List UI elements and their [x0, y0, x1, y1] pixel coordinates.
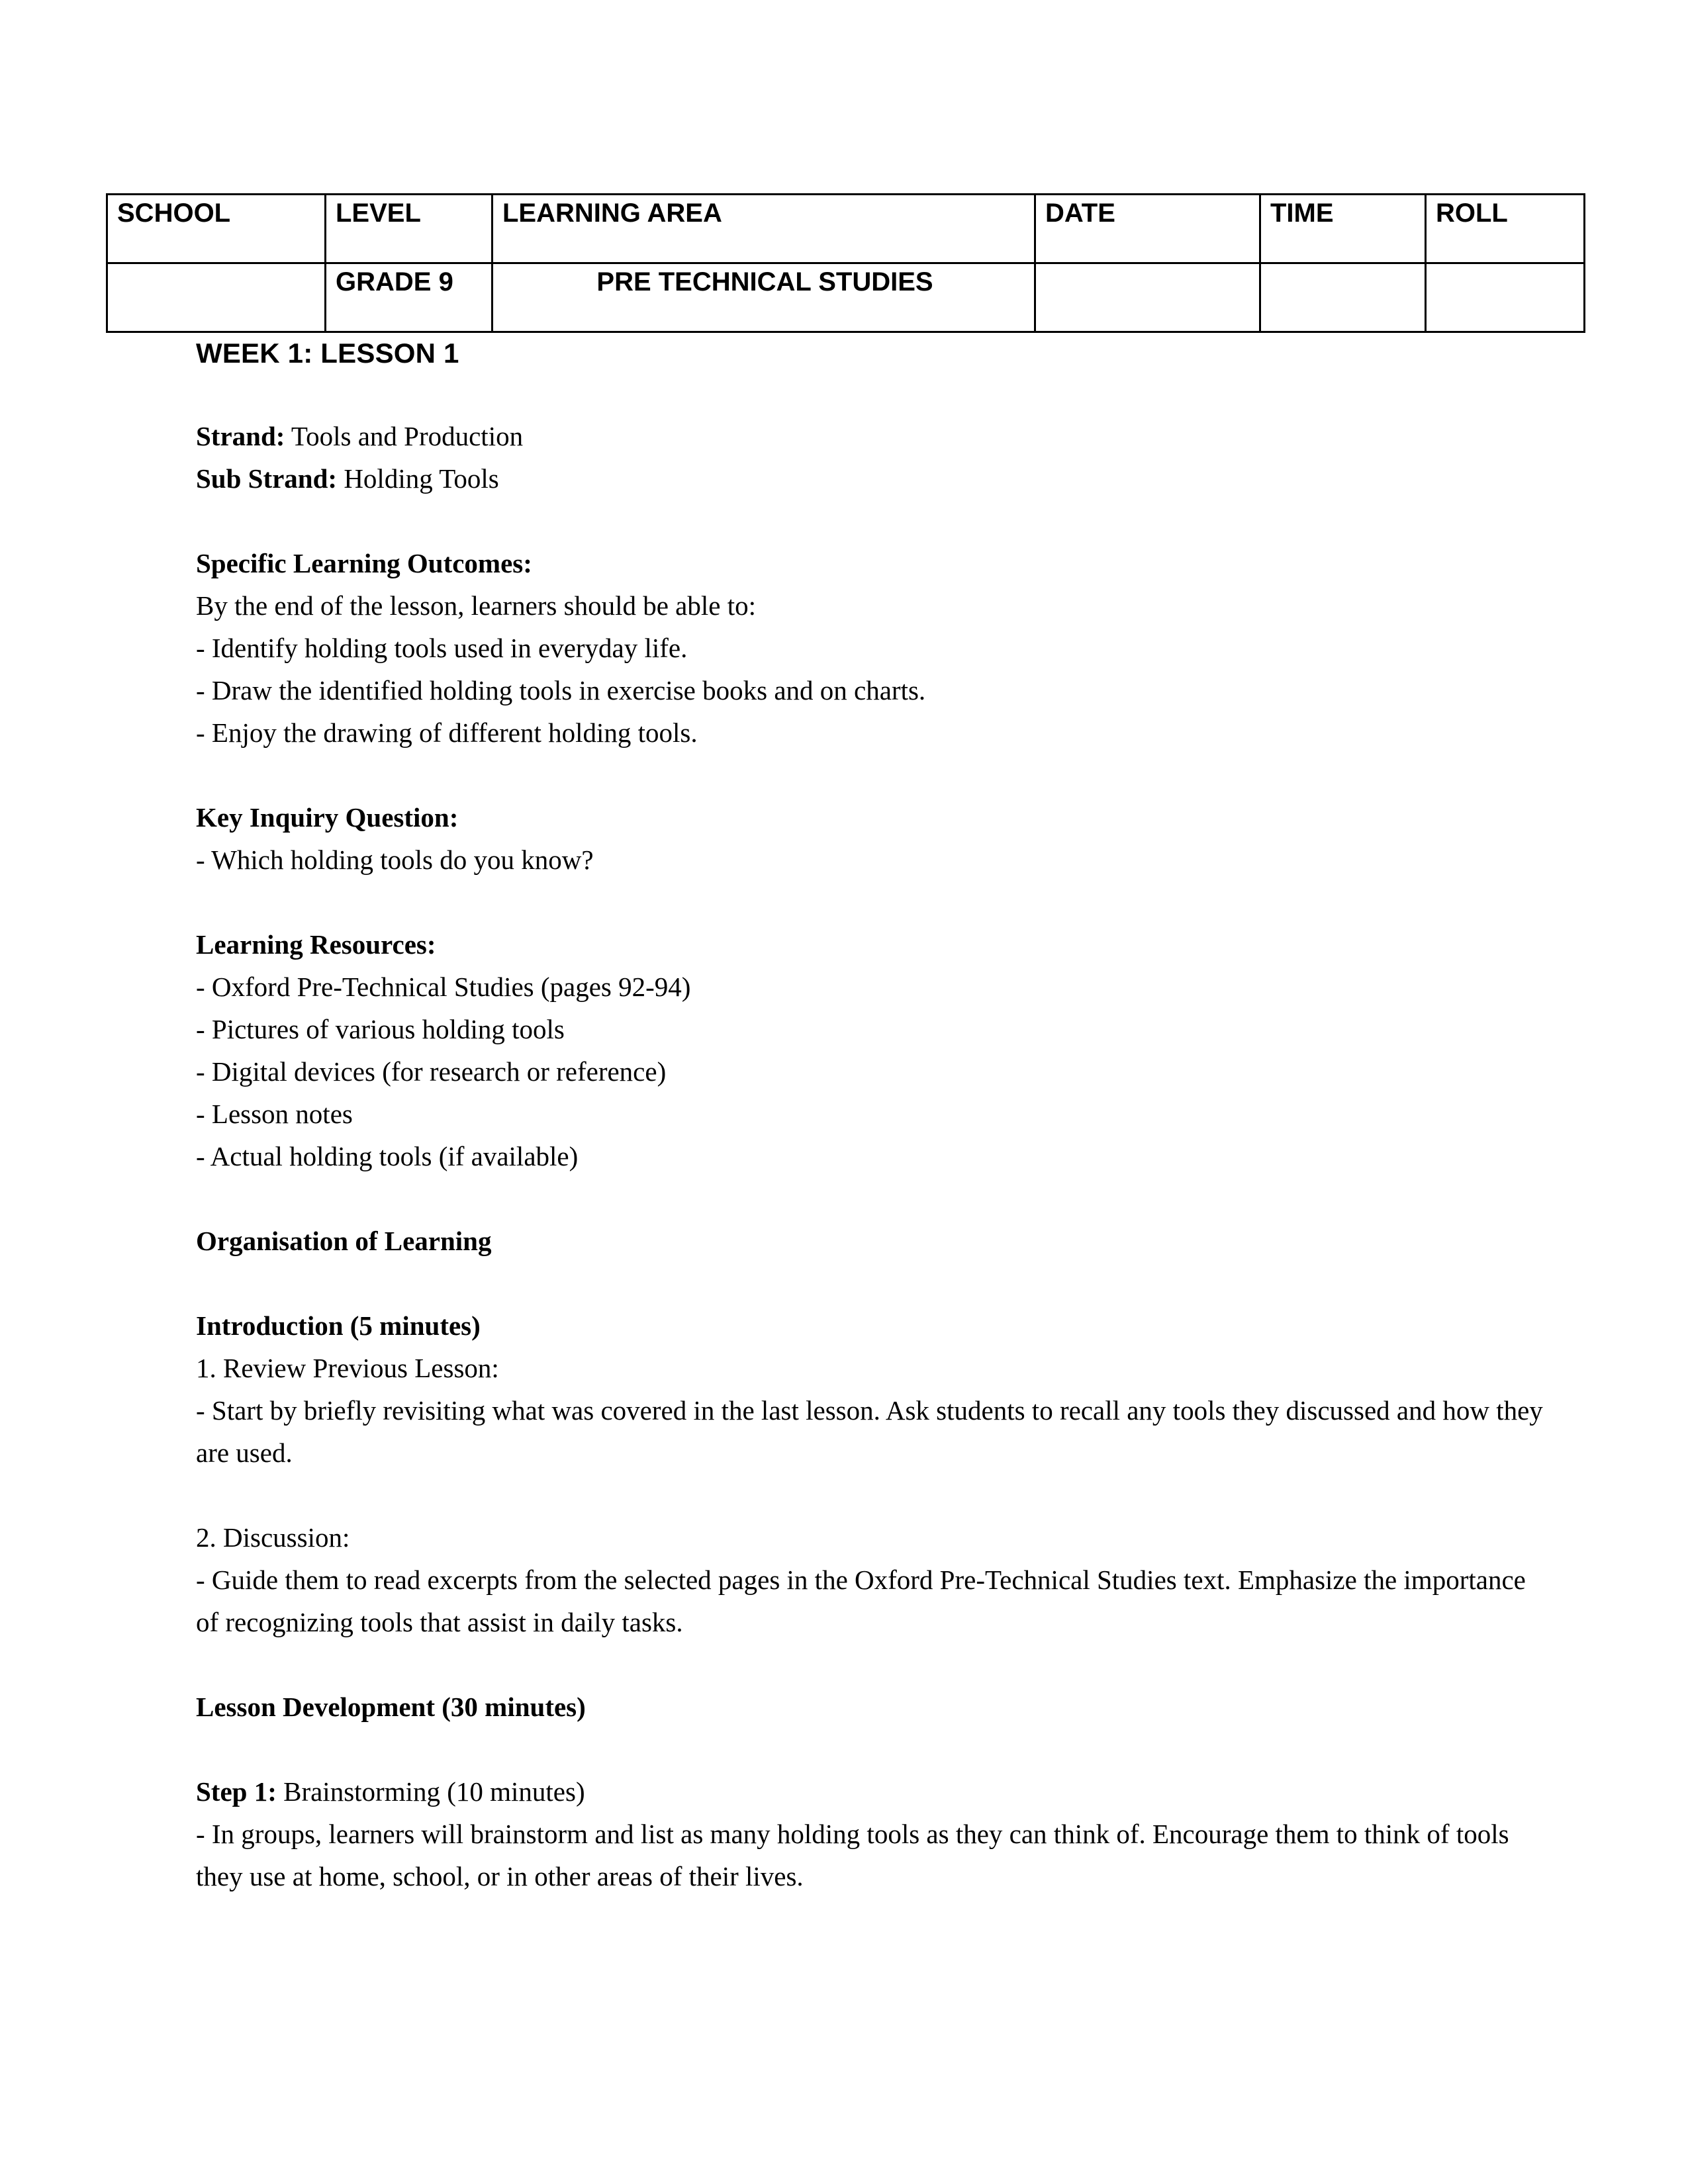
spacer: [196, 500, 1544, 542]
table-cell-roll-header: ROLL: [1426, 195, 1585, 263]
intro-step-1-title: 1. Review Previous Lesson:: [196, 1353, 499, 1384]
inquiry-item: - Which holding tools do you know?: [196, 844, 594, 876]
table-cell-date-value[interactable]: [1035, 263, 1260, 332]
table-cell-time-value[interactable]: [1260, 263, 1426, 332]
lesson-header-table: [106, 193, 1585, 333]
table-row-headers: [107, 195, 1585, 263]
learning-resources-heading: Learning Resources:: [196, 929, 436, 960]
table-cell-level-header: LEVEL: [326, 195, 492, 263]
table-cell-date-header: DATE: [1035, 195, 1260, 263]
resource-item: - Lesson notes: [196, 1099, 353, 1130]
spacer: [196, 881, 1544, 923]
table-cell-learning-area-value[interactable]: [492, 263, 1035, 332]
lesson-development-heading: Lesson Development (30 minutes): [196, 1692, 586, 1723]
resource-item: - Actual holding tools (if available): [196, 1141, 579, 1172]
spacer: [196, 373, 1544, 415]
week-lesson-title: WEEK 1: LESSON 1: [196, 338, 459, 369]
table-cell-school-header: SCHOOL: [107, 195, 326, 263]
spacer: [196, 1474, 1544, 1516]
sub-strand-line: [196, 457, 1544, 500]
resource-item: - Oxford Pre-Technical Studies (pages 92-94): [196, 972, 691, 1003]
lesson-body: [106, 338, 1583, 1897]
step-1-body: - In groups, learners will brainstorm and list as many holding tools as they can think of. Encourage them to think of tools they use at home, school, or in other areas of their lives.: [196, 1819, 1509, 1892]
intro-step-2-body: - Guide them to read excerpts from the selected pages in the Oxford Pre-Technical Studies text. Emphasize the importance of recognizing tools that assist in daily tasks.: [196, 1565, 1526, 1638]
strand-line: [196, 415, 1544, 457]
resource-item: - Digital devices (for research or reference): [196, 1056, 667, 1087]
spacer: [196, 1643, 1544, 1686]
spacer: [196, 1728, 1544, 1770]
step-1-value: Brainstorming (10 minutes): [276, 1776, 585, 1807]
learning-area-value-text: PRE TECHNICAL STUDIES: [596, 267, 933, 296]
table-cell-level-value[interactable]: GRADE 9: [326, 263, 492, 332]
table-cell-school-value[interactable]: [107, 263, 326, 332]
spacer: [196, 1262, 1544, 1304]
specific-learning-outcomes-heading: Specific Learning Outcomes:: [196, 548, 532, 579]
outcome-item: - Draw the identified holding tools in exercise books and on charts.: [196, 675, 926, 706]
table-cell-time-header: TIME: [1260, 195, 1426, 263]
key-inquiry-question-heading: Key Inquiry Question:: [196, 802, 459, 833]
organisation-of-learning-heading: Organisation of Learning: [196, 1226, 492, 1257]
document-content: [106, 193, 1583, 1897]
table-cell-learning-area-header: LEARNING AREA: [492, 195, 1035, 263]
intro-step-2-title: 2. Discussion:: [196, 1522, 350, 1553]
intro-step-1-body: - Start by briefly revisiting what was covered in the last lesson. Ask students to recall any tools they discussed and how they are used.: [196, 1395, 1543, 1469]
spacer: [196, 1177, 1544, 1220]
spacer: [196, 754, 1544, 796]
strand-label: Strand:: [196, 421, 285, 452]
sub-strand-label: Sub Strand:: [196, 463, 338, 494]
sub-strand-value: Holding Tools: [337, 463, 499, 494]
table-cell-roll-value[interactable]: [1426, 263, 1585, 332]
strand-value: Tools and Production: [285, 421, 524, 452]
table-row-values: [107, 263, 1585, 332]
introduction-heading: Introduction (5 minutes): [196, 1310, 481, 1342]
outcome-item: - Identify holding tools used in everyday life.: [196, 633, 688, 664]
step-1-label: Step 1:: [196, 1776, 277, 1807]
outcome-item: - Enjoy the drawing of different holding tools.: [196, 717, 698, 749]
step-1-line: [196, 1770, 1544, 1813]
outcomes-intro: By the end of the lesson, learners should be able to:: [196, 590, 756, 621]
resource-item: - Pictures of various holding tools: [196, 1014, 565, 1045]
